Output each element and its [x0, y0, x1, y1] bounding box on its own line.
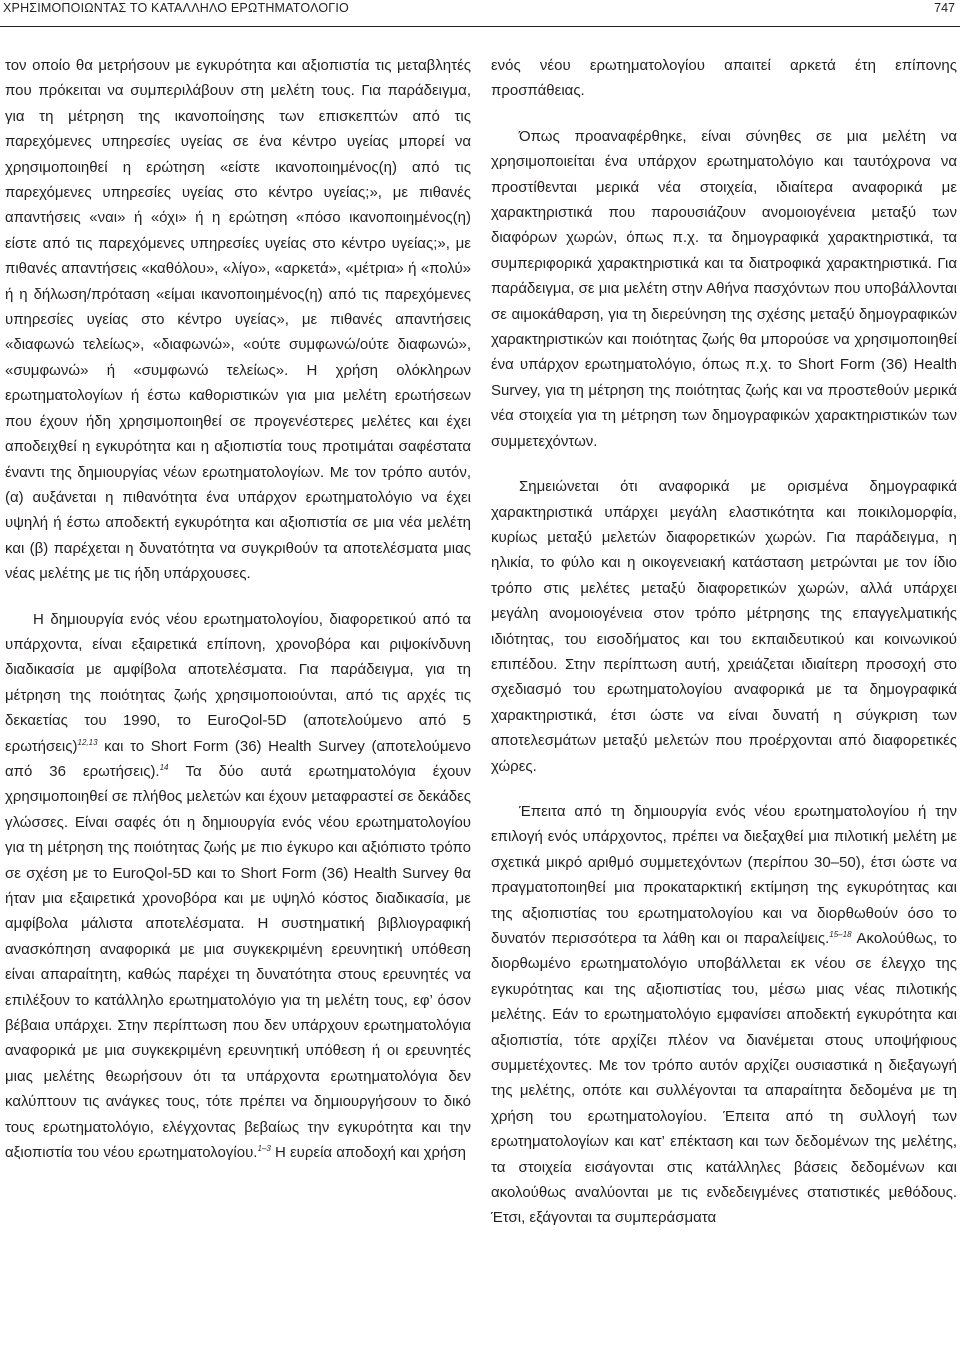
paragraph-text: Η δημιουργία ενός νέου ερωτηματολογίου, διαφορετικού από τα υπάρχοντα, είναι εξαιρετικά επίπονη, χρονοβόρα και ριψοκίνδυνη διαδικασία με αμφίβολα αποτελέσματα. Για παράδειγμα, για τη μέτρηση της ποιότητας ζωής χρησιμοποιούνται, από τις αρχές τις δεκαετίας του 1990, το EuroQol-5D (αποτελούμενο από 5 ερωτήσεις): [5, 610, 471, 755]
citation-ref: 15–18: [829, 930, 852, 939]
page-header: [0, 0, 960, 27]
paragraph: τον οποίο θα μετρήσουν με εγκυρότητα και αξιοπιστία τις μεταβλητές που πρόκειται να συμπεριλάβουν στη μελέτη τους. Για παράδειγμα, για τη μέτρηση της ικανοποίησης των επισκεπτών από τις παρεχόμενες υπηρεσίες υγείας σε ένα κέντρο υγείας μπορεί να χρησιμοποιηθεί η ερώτηση «είστε ικανοποιημένος(η) από τις παρεχόμενες υπηρεσίες υγείας στο κέντρο υγείας;», με πιθανές απαντήσεις «ναι» ή «όχι» ή η ερώτηση «πόσο ικανοποιημένος(η) είστε από τις παρεχόμενες υπηρεσίες υγείας στο κέντρο υγείας;», με πιθανές απαντήσεις «καθόλου», «λίγο», «αρκετά», «μέτρια» ή «πολύ» ή η δήλωση/πρόταση «είμαι ικανοποιημένος(η) από τις παρεχόμενες υπηρεσίες υγείας στο κέντρο υγείας», με πιθανές απαντήσεις «διαφωνώ τελείως», «διαφωνώ», «ούτε συμφωνώ/ούτε διαφωνώ», «συμφωνώ» ή «συμφωνώ τελείως». Η χρήση ολόκληρων ερωτηματολογίων ή έστω καθοριστικών για μια μελέτη ερωτήσεων που έχουν ήδη χρησιμοποιηθεί σε προγενέστερες μελέτες και έχει αποδειχθεί η εγκυρότητα και η αξιοπιστία τους προτιμάται σαφέστατα έναντι της δημιουργίας νέων ερωτηματολογίων. Με τον τρόπο αυτόν, (α) αυξάνεται η πιθανότητα ένα υπάρχον ερωτηματολόγιο να έχει υψηλή ή έστω αποδεκτή εγκυρότητα και αξιοπιστία σε μια νέα μελέτη και (β) παρέχεται η δυνατότητα να συγκριθούν τα αποτελέσματα μιας νέας μελέτης με τις ήδη υπάρχουσες.: [5, 57, 471, 583]
paragraph-text: και το Short Form (36) Health Survey (αποτελούμενο από 36 ερωτήσεις).: [5, 737, 471, 780]
citation-ref: 14: [159, 762, 169, 772]
page-number: 747: [934, 1, 955, 15]
running-title: ΧΡΗΣΙΜΟΠΟΙΩΝΤΑΣ ΤΟ ΚΑΤΑΛΛΗΛΟ ΕΡΩΤΗΜΑΤΟΛΟΓΙΟ: [3, 1, 349, 15]
paragraph: Όπως προαναφέρθηκε, είναι σύνηθες σε μια μελέτη να χρησιμοποιείται ένα υπάρχον ερωτηματολόγιο και ταυτόχρονα να προστίθενται μερικά νέα στοιχεία, ιδιαίτερα αναφορικά με χαρακτηριστικά που παρουσιάζουν ανομοιογένεια μεταξύ των διαφόρων χωρών, όπως π.χ. τα δημογραφικά χαρακτηριστικά, τα συμπεριφορικά χαρακτηριστικά και τα διατροφικά χαρακτηριστικά. Για παράδειγμα, σε μια μελέτη στην Αθήνα πασχόντων που υποβάλλονται σε αιμοκάθαρση, για τη διερεύνηση της σχέσης μεταξύ δημογραφικών χαρακτηριστικών και ποιότητας ζωής θα μπορούσε να χρησιμοποιηθεί ένα υπάρχον ερωτηματολόγιο, όπως π.χ. το Short Form (36) Health Survey, για τη μέτρηση της ποιότητας ζωής και να προστεθούν μερικά νέα στοιχεία για τη μέτρηση των δημογραφικών χαρακτηριστικών των συμμετεχόντων.: [491, 127, 957, 450]
paragraph-text: Τα δύο αυτά ερωτηματολόγια έχουν χρησιμοποιηθεί σε πλήθος μελετών και έχουν μεταφραστεί σε δεκάδες γλώσσες. Είναι σαφές ότι η δημιουργία ενός νέου ερωτηματολογίου για τη μέτρηση της ποιότητας ζωής με πιο έγκυρο και αξιόπιστο τρόπο σε σχέση με το EuroQol-5D και το Short Form (36) Health Survey θα ήταν μια εξαιρετικά χρονοβόρα και με υψηλό κόστος διαδικασία, με αμφίβολα μάλιστα αποτελέσματα. Η συστηματική βιβλιογραφική ανασκόπηση αναφορικά με μια συγκεκριμένη ερευνητική υπόθεση είναι απαραίτητη, καθώς παρέχει τη δυνατότητα στους ερευνητές να επιλέξουν το κατάλληλο ερωτηματολόγιο για τη μελέτη τους, εφ’ όσον βέβαια υπάρχει. Στην περίπτωση που δεν υπάρχουν ερωτηματολόγια αναφορικά με μια συγκεκριμένη ερευνητική υπόθεση ή οι ερευνητές μιας μελέτης θεωρήσουν ότι τα υπάρχοντα ερωτηματολόγια δεν καλύπτουν τις ανάγκες τους, τότε πρέπει να δημιουργήσουν το δικό τους ερωτηματολόγιο, ελέγχοντας βεβαίως την εγκυρότητα και την αξιοπιστία του νέου ερωτηματολογίου.: [5, 762, 471, 1162]
paragraph-text: Έπειτα από τη δημιουργία ενός νέου ερωτηματολογίου ή την επιλογή ενός υπάρχοντος, πρέπει να διεξαχθεί μια πιλοτική μελέτη με σχετικά μικρό αριθμό συμμετεχόντων (περίπου 30–50), έτσι ώστε να πραγματοποιηθεί μια προκαταρκτική εκτίμηση της εγκυρότητας και της αξιοπιστίας του ερωτηματολογίου και να διορθωθούν όσο το δυνατόν περισσότερα τα λάθη και οι παραλείψεις.: [491, 802, 957, 947]
paragraph: [491, 799, 957, 1231]
right-column: [491, 53, 957, 1231]
citation-ref: 1–3: [257, 1144, 271, 1154]
left-column: [5, 53, 471, 1165]
paragraph: ενός νέου ερωτηματολογίου απαιτεί αρκετά έτη επίπονης προσπάθειας.: [491, 57, 957, 100]
paragraph-text: Ακολούθως, το διορθωμένο ερωτηματολόγιο υποβάλλεται εκ νέου σε έλεγχο της εγκυρότητας και της αξιοπιστίας του, μέσω μιας νέας πιλοτικής μελέτης. Εάν το ερωτηματολόγιο εμφανίσει αποδεκτή εγκυρότητα και αξιοπιστία, τότε αρχίζει πλέον να διανέμεται στους υποψήφιους συμμετέχοντες. Με τον τρόπο αυτόν αρχίζει ουσιαστικά η διεξαγωγή της μελέτης, οπότε και συλλέγονται τα απαραίτητα δεδομένα με τη χρήση του ερωτηματολογίου. Έπειτα από τη συλλογή των ερωτηματολογίων και κατ’ επέκταση και των δεδομένων της μελέτης, τα στοιχεία εισάγονται στις κατάλληλες βάσεις δεδομένων και ακολούθως αναλύονται με τις ενδεδειγμένες στατιστικές μεθόδους. Έτσι, εξάγονται τα συμπεράσματα: [491, 930, 957, 1227]
citation-ref: 12,13: [77, 737, 98, 747]
paragraph-text: Η ευρεία αποδοχή και χρήση: [270, 1144, 466, 1162]
paragraph: Σημειώνεται ότι αναφορικά με ορισμένα δημογραφικά χαρακτηριστικά υπάρχει μεγάλη ελαστικότητα και ποικιλομορφία, κυρίως μεταξύ μελετών διαφορετικών χωρών. Για παράδειγμα, η ηλικία, το φύλο και η οικογενειακή κατάσταση μετρώνται με τον ίδιο τρόπο στις μελέτες μεταξύ διαφορετικών χωρών, αλλά υπάρχει μεγάλη ανομοιογένεια στον τρόπο μέτρησης της επαγγελματικής ιδιότητας, του εισοδήματος και του εκπαιδευτικού και κοινωνικού επιπέδου. Στην περίπτωση αυτή, χρειάζεται ιδιαίτερη προσοχή στο σχεδιασμό του ερωτηματολογίου αναφορικά με τα δημογραφικά χαρακτηριστικά, έτσι ώστε να είναι δυνατή η σύγκριση των αποτελεσμάτων μεταξύ μελετών που προέρχονται από διαφορετικές χώρες.: [491, 478, 957, 775]
paragraph: [5, 607, 471, 1166]
